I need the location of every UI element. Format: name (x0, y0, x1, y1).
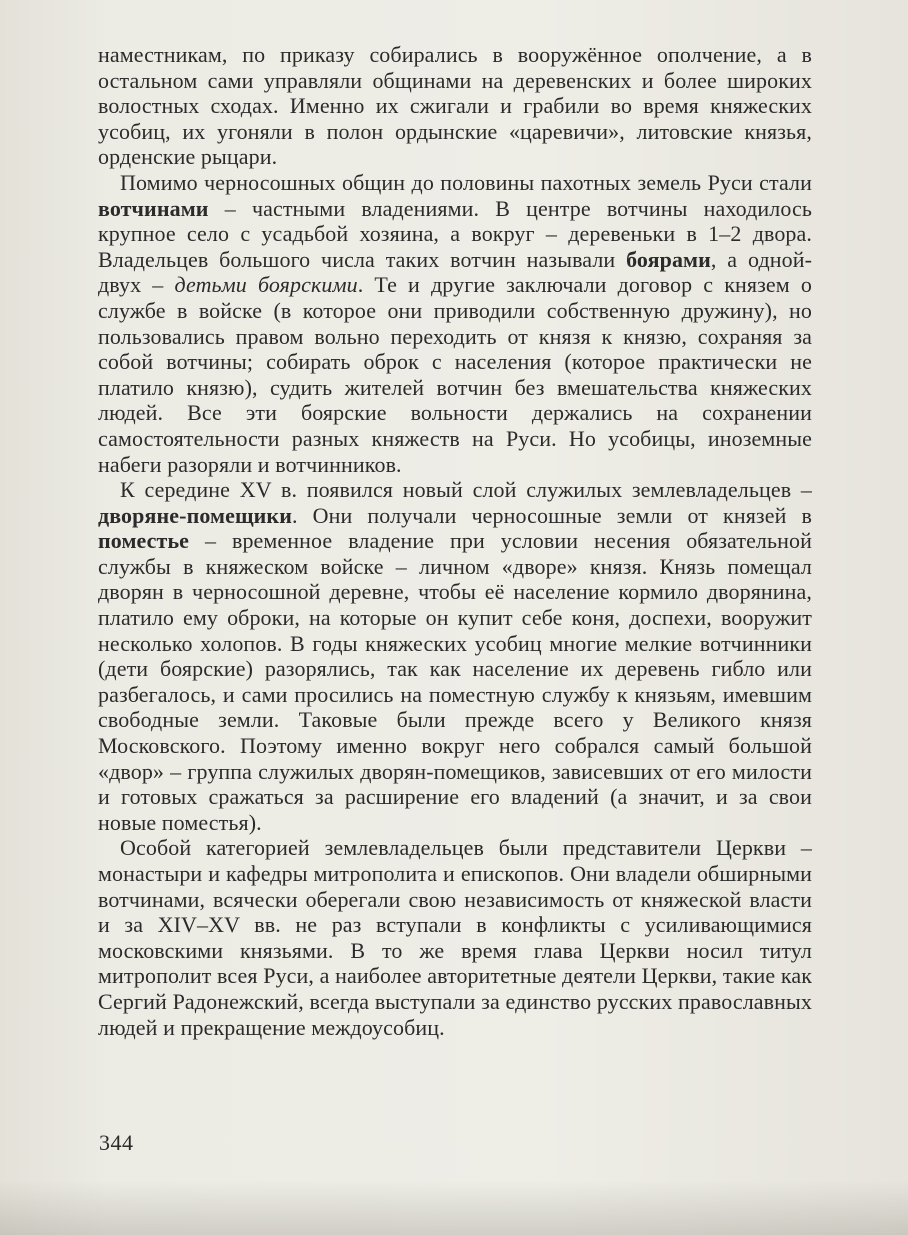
page-number: 344 (99, 1130, 134, 1155)
body-text (98, 42, 812, 1040)
bold-term: вотчинами (98, 195, 209, 221)
text-run: , а одной-двух – (98, 246, 813, 298)
text-run: – частными владениями. В центре вотчины находилось крупное село с усадьбой хозяина, а вокруг – деревеньки в 1–2 двора. Владельцев большого числа таких вотчин называли (98, 195, 812, 272)
bold-term: поместье (98, 528, 190, 554)
text-run: Помимо черносошных общин до половины пахотных земель Руси стали (120, 169, 812, 195)
paragraph (98, 170, 812, 477)
text-run: К середине XV в. появился новый слой служилых землевладельцев – (120, 477, 812, 503)
paragraph (98, 477, 812, 835)
paragraph (98, 42, 812, 170)
paragraph (98, 835, 812, 1040)
scan-edge-shadow (0, 1180, 908, 1235)
text-run: Особой категорией землевладельцев были представители Церкви – монастыри и кафедры митрополита и епископов. Они владели обширными вотчинами, всячески оберегали свою независимость от княжеской власти и за XIV–XV вв. не раз вступали в конфликты с усиливающимися московскими князьями. В то же время глава Церкви носил титул митрополит всея Руси, а наиболее авторитетные деятели Церкви, такие как Сергий Радонежский, всегда выступали за единство русских православных людей и прекращение междоусобиц. (98, 835, 812, 1040)
text-run: . Они получали черносошные земли от князей в (291, 502, 812, 528)
bold-term: боярами (626, 246, 711, 272)
text-run: наместникам, по приказу собирались в вооружённое ополчение, а в остальном сами управляли общинами на деревенских и более широких волостных сходах. Именно их сжигали и грабили во время княжеских усобиц, их угоняли в полон ордынские «царевичи», литовские князья, орденские рыцари. (98, 42, 812, 170)
text-run: – временное владение при условии несения обязательной службы в княжеском войске – личном «дворе» князя. Князь помещал дворян в черносошной деревне, чтобы её население кормило дворянина, платило ему оброки, на которые он купит себе коня, доспехи, вооружит несколько холопов. В годы княжеских усобиц многие мелкие вотчинники (дети боярские) разорялись, так как население их деревень гибло или разбегалось, и сами просились на поместную службу к князьям, имевшим свободные земли. Таковые были прежде всего у Великого князя Московского. Поэтому именно вокруг него собрался самый большой «двор» – группа служилых дворян-помещиков, зависевших от его милости и готовых сражаться за расширение его владений (а значит, и за свои новые поместья). (98, 528, 812, 835)
bold-term: дворяне-помещики (98, 502, 292, 528)
text-run: . Те и другие заключали договор с князем о службе в войске (в которое они приводили собственную дружину), но пользовались правом вольно переходить от князя к князю, сохраняя за собой вотчины; собирать оброк с населения (которое практически не платило князю), судить жителей вотчин без вмешательства княжеских людей. Все эти боярские вольности держались на сохранении самостоятельности разных княжеств на Руси. Но усобицы, иноземные набеги разоряли и вотчинников. (98, 272, 812, 477)
italic-term: детьми боярскими (174, 272, 358, 298)
